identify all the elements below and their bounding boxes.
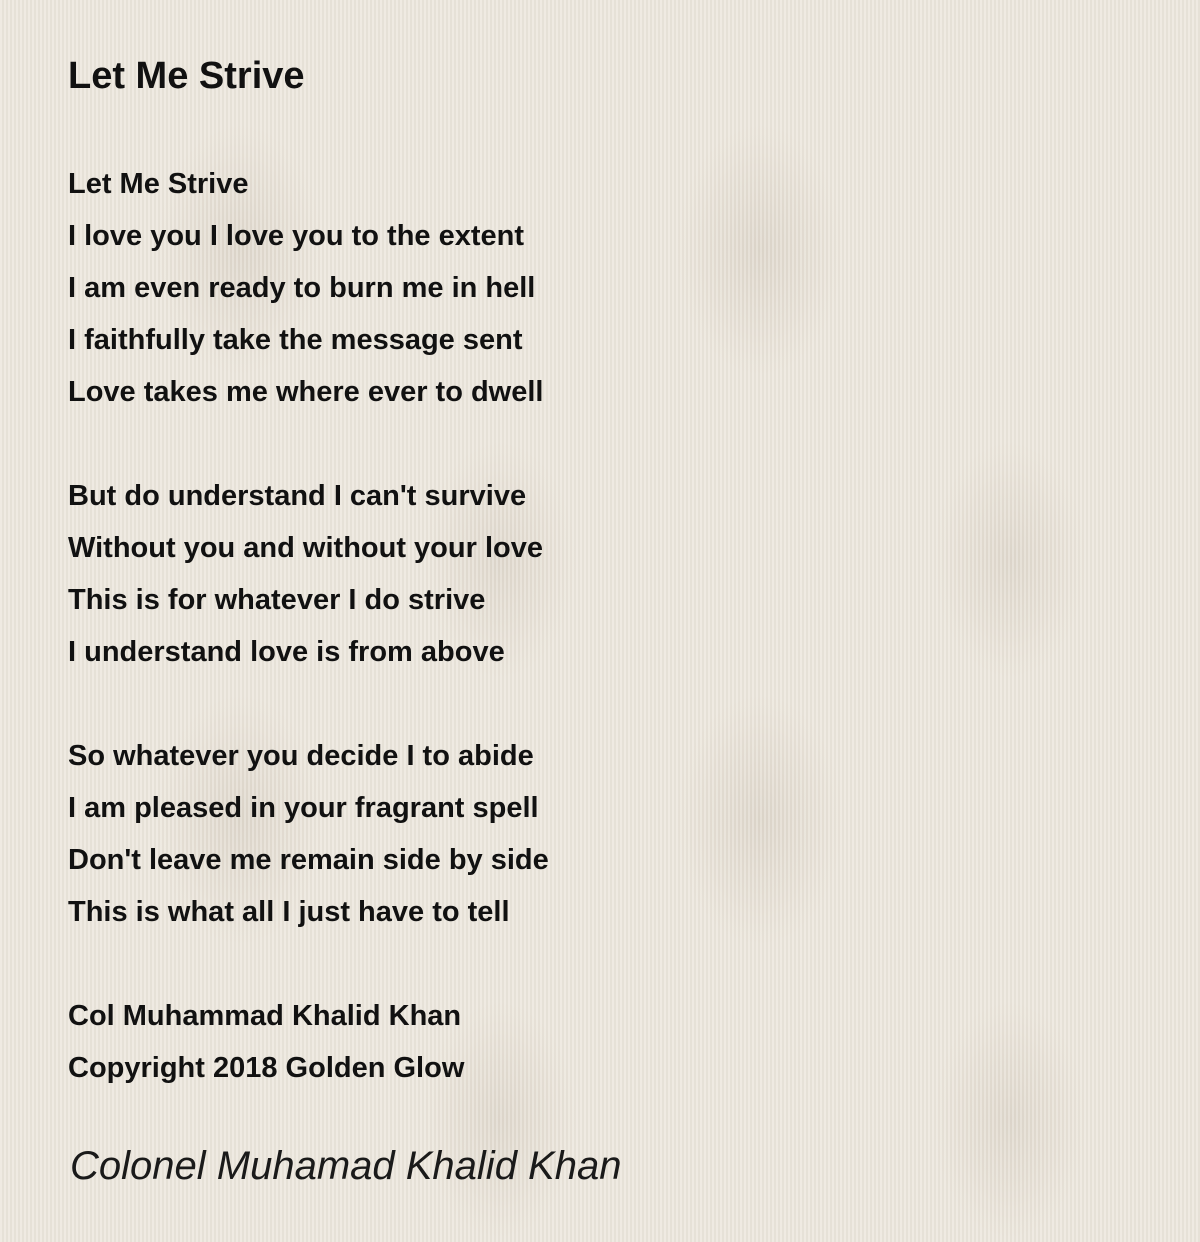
poem-line: I understand love is from above (68, 636, 505, 668)
poem-line: Don't leave me remain side by side (68, 844, 549, 876)
stanza-3 (68, 730, 1128, 938)
author-signature: Colonel Muhamad Khalid Khan (70, 1144, 622, 1188)
poem-line: Let Me Strive (68, 168, 249, 200)
poem-line: I faithfully take the message sent (68, 324, 523, 356)
poem-line: I am pleased in your fragrant spell (68, 792, 539, 824)
stanza-1 (68, 158, 1128, 418)
poem-page (68, 52, 1128, 1146)
credit-copyright: Copyright 2018 Golden Glow (68, 1052, 465, 1084)
poem-line: This is what all I just have to tell (68, 896, 510, 928)
poem-line: Love takes me where ever to dwell (68, 376, 544, 408)
poem-line: So whatever you decide I to abide (68, 740, 534, 772)
stanza-2 (68, 470, 1128, 678)
credit-author: Col Muhammad Khalid Khan (68, 1000, 462, 1032)
poem-line: Without you and without your love (68, 532, 543, 564)
poem-title: Let Me Strive (68, 55, 305, 97)
poem-credits (68, 990, 1128, 1094)
poem-line: This is for whatever I do strive (68, 584, 486, 616)
poem-line: But do understand I can't survive (68, 480, 527, 512)
poem-line: I am even ready to burn me in hell (68, 272, 536, 304)
poem-line: I love you I love you to the extent (68, 220, 525, 252)
